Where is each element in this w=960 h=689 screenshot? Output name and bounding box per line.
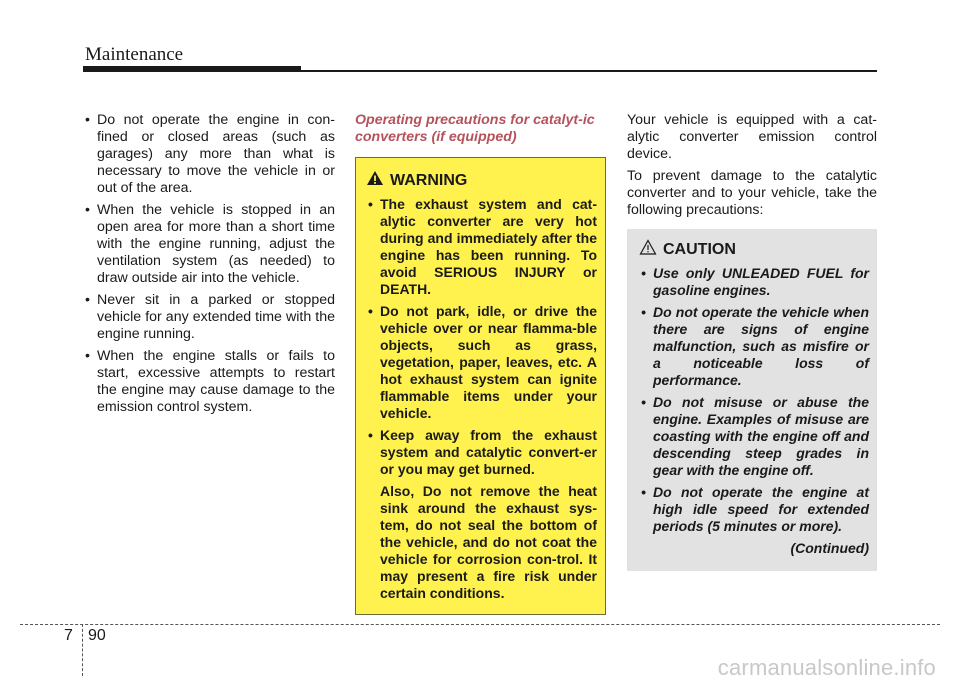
- body-paragraph: Your vehicle is equipped with a cat-alytic converter emission control device.: [627, 112, 877, 162]
- warning-triangle-icon: [366, 170, 384, 190]
- list-item: • Do not operate the vehicle when there are signs of engine malfunction, such as misfire or a noticeable loss of performance.: [639, 304, 869, 389]
- list-item: • Do not operate the engine at high idle speed for extended periods (5 minutes or more).: [639, 484, 869, 535]
- list-item: • Use only UNLEADED FUEL for gasoline engines.: [639, 265, 869, 299]
- list-item: • The exhaust system and cat-alytic converter are very hot during and immediately after the engine has been running. To avoid SERIOUS INJURY or DEATH.: [366, 196, 597, 298]
- body-paragraph: To prevent damage to the catalytic converter and to your vehicle, take the following precautions:: [627, 168, 877, 218]
- page-number: 90: [88, 627, 106, 644]
- list-item: • Do not operate the engine in con-fined or closed areas (such as garages) any more than what is necessary to move the vehicle in or out of the area.: [83, 112, 335, 197]
- warning-box: [355, 157, 606, 615]
- chapter-number: 7: [64, 627, 73, 644]
- list-item: • When the engine stalls or fails to start, excessive attempts to restart the engine may cause damage to the emission control system.: [83, 348, 335, 416]
- page-header-title: Maintenance: [85, 44, 184, 65]
- warning-list: [366, 196, 597, 478]
- middle-column: [355, 112, 606, 615]
- left-bullet-list: [83, 112, 335, 416]
- header-rule-thin: [301, 70, 877, 72]
- footer-dashed-rule: [20, 624, 940, 625]
- caution-triangle-icon: [639, 239, 657, 259]
- left-column: [83, 112, 335, 421]
- caution-list: [639, 265, 869, 535]
- right-column: [627, 112, 877, 571]
- warning-title-row: [366, 170, 597, 190]
- warning-title: WARNING: [390, 171, 468, 189]
- list-item: • Keep away from the exhaust system and catalytic convert-er or you may get burned.: [366, 427, 597, 478]
- list-item: • When the vehicle is stopped in an open area for more than a short time with the engine running, adjust the ventilation system (as needed) to draw outside air into the vehicle.: [83, 202, 335, 287]
- watermark-text: carmanualsonline.info: [717, 655, 936, 680]
- caution-title-row: [639, 239, 869, 259]
- footer-dashed-divider: [82, 624, 83, 676]
- caution-title: CAUTION: [663, 240, 736, 258]
- section-heading: Operating precautions for catalyt-ic converters (if equipped): [355, 112, 595, 145]
- header-rule-thick: [83, 66, 301, 72]
- list-item: • Do not misuse or abuse the engine. Examples of misuse are coasting with the engine off and descending steep grades in gear with the engine off.: [639, 394, 869, 479]
- continued-label: (Continued): [790, 540, 869, 556]
- warning-extra-paragraph: Also, Do not remove the heat sink around the exhaust sys-tem, do not seal the bottom of the vehicle, and do not coat the vehicle for corrosion con-trol. It may present a fire risk under certain conditions.: [380, 483, 597, 601]
- list-item: • Do not park, idle, or drive the vehicle over or near flamma-ble objects, such as grass, vegetation, paper, leaves, etc. A hot exhaust system can ignite flammable items under your vehicle.: [366, 303, 597, 422]
- caution-box: [627, 229, 877, 571]
- list-item: • Never sit in a parked or stopped vehicle for any extended time with the engine running.: [83, 292, 335, 343]
